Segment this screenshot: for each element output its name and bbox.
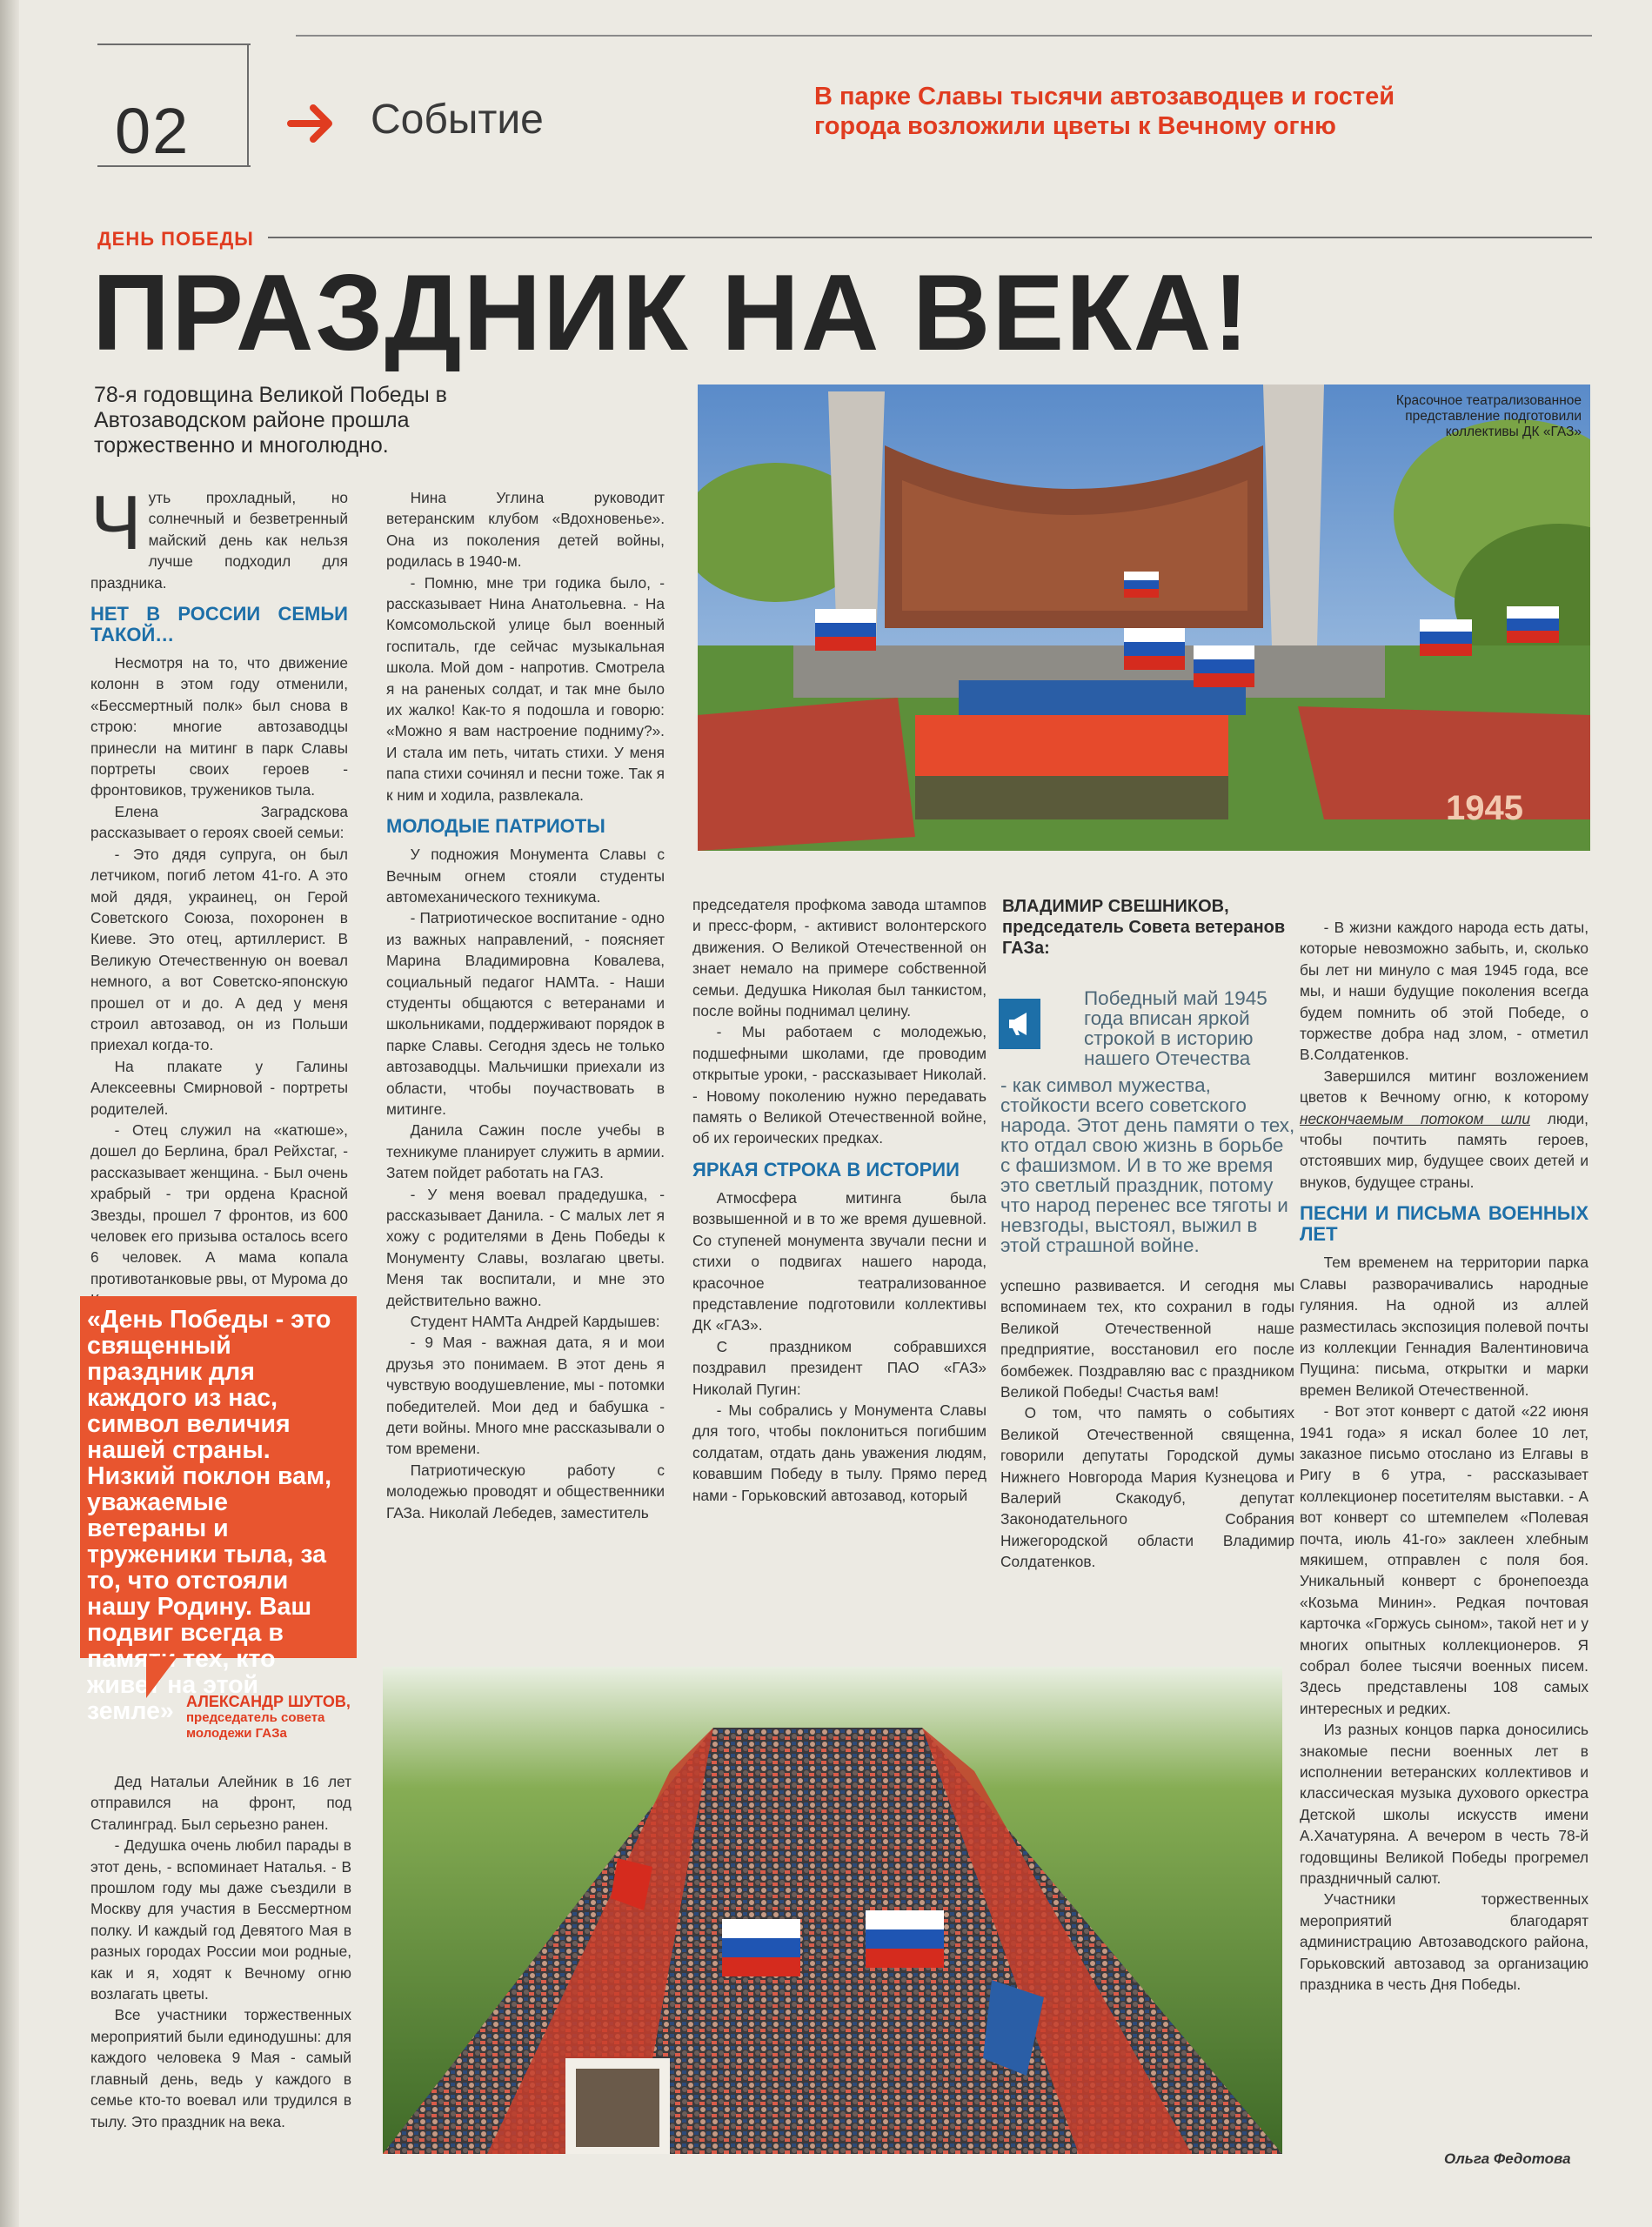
paragraph: На плакате у Галины Алексеевны Смирновой - портреты родителей. — [90, 1057, 348, 1118]
veteran-name: ВЛАДИМИР СВЕШНИКОВ, — [1002, 897, 1229, 916]
paragraph: С праздником собравшихся поздравил президент ПАО «ГАЗ» Николай Пугин: — [692, 1337, 987, 1398]
veteran-role: председатель Совета ветеранов ГАЗа: — [1002, 918, 1286, 958]
article-column-5 — [1300, 917, 1588, 1996]
pullquote-text: «День Победы - это священный праздник для каждого из нас, символ величия нашей страны. Низкий поклон вам, уважаемые ветераны и труженики тыла, за то, что отстояли нашу Родину. Ваш подвиг всегда в памяти тех, кто живет на этой земле» — [87, 1306, 331, 1725]
photo-caption: Красочное театрализованное представление подготовили коллективы ДК «ГАЗ» — [1395, 393, 1582, 439]
page-fold-shadow — [0, 0, 19, 2227]
paragraph: - Вот этот конверт с датой «22 июня 1941 года» я искал более 10 лет, заказное письмо отослано из Елгавы в Ригу в 6 утра, - рассказывает коллекционер посетителям выставки. - А вот конверт со штемпелем «Полевая почта, июль 41-го» заклеен хлебным мякишем, отправлен с поля боя. Уникальный конверт с бронепоезда «Козьма Минин». Редкая почтовая карточка «Горжусь сыном», такой нет и у многих опытных коллекционеров. Я собрал более тысячи военных писем. Здесь представлены 108 самых интересных и редких. — [1300, 1402, 1588, 1717]
paragraph: - У меня воевал прадедушка, - рассказывает Данила. - С малых лет я хожу с родителями в День Победы к Монументу Славы, возлагаю цветы. Меня так воспитали, и мне это действительно важно. — [386, 1185, 665, 1309]
article-column-2 — [386, 487, 665, 1523]
pullquote-tail — [146, 1656, 177, 1698]
paragraph: Из разных концов парка доносились знакомые песни военных лет в исполнении ветеранских коллективов и классическая музыка духового оркестра Детской школы искусств имени А.Хачатуряна. А вечером в честь 78-й годовщины Великой Победы прогремел праздничный салют. — [1300, 1721, 1588, 1888]
paragraph-flowers — [1300, 1066, 1588, 1193]
veteran-byline — [1002, 896, 1294, 959]
rubric: ДЕНЬ ПОБЕДЫ — [97, 228, 254, 250]
paragraph: О том, что память о событиях Великой Отечественной священна, говорили депутаты Городской думы Нижнего Новгорода Мария Кузнецова и Валерий Скакодуб, депутат Законодательного Собрания Нижегородской области Владимир Солдатенков. — [1000, 1404, 1294, 1571]
paragraph: Тем временем на территории парка Славы разворачивались народные гуляния. На одной из аллей разместилась экспозиция полевой почты из коллекции Геннадия Валентиновича Пущина: письма, открытки и марки времен Великой Отечественной. — [1300, 1254, 1588, 1399]
paragraph: Атмосфера митинга была возвышенной и в то же время душевной. Со ступеней монумента звучали песни и стихи о подвигах нашего народа, красочное театрализованное представление подготовили коллективы ДК «ГАЗ». — [692, 1188, 987, 1334]
crowd-illustration — [383, 1667, 1282, 2154]
paragraph: - Отец служил на «катюше», дошел до Берлина, брал Рейхстаг, - рассказывает женщина. - Был очень храбрый - три ордена Красной Звезды, прошел 7 фронтов, из 600 человек его призыва осталось всего 6 человек. А мама копала противотанковые рвы, от Мурома до — [90, 1120, 348, 1287]
megaphone-icon — [999, 999, 1040, 1049]
monument-performance-photo — [698, 385, 1590, 851]
paragraph: Участники торжественных мероприятий благодарят администрацию Автозаводского района, Горьковский автозавод за организацию праздника в честь Дня Победы. — [1300, 1890, 1588, 1994]
article-column-1-bottom — [90, 1771, 351, 2132]
pullquote-author-name: АЛЕКСАНДР ШУТОВ, — [186, 1693, 351, 1710]
paragraph: Нина Углина руководит ветеранским клубом «Вдохновенье». Она из поколения детей войны, родилась в 1940-м. — [386, 489, 665, 571]
subheading-patriots: МОЛОДЫЕ ПАТРИОТЫ — [386, 815, 605, 838]
header-divider — [247, 43, 249, 165]
intro-paragraph: уть прохладный, но солнечный и безветренный майский день как нельзя лучше подходил для праздника. — [90, 489, 348, 592]
dropcap: Ч — [90, 479, 142, 565]
subheading-letters: ПЕСНИ И ПИСЬМА ВОЕННЫХ ЛЕТ — [1300, 1202, 1588, 1246]
header-rule-top — [296, 35, 1592, 37]
subheading-history: ЯРКАЯ СТРОКА В ИСТОРИИ — [692, 1158, 960, 1180]
megaphone-glyph — [999, 999, 1040, 1049]
paragraph: - Мы работаем с молодежью, подшефными школами, где проводим открытые уроки, - рассказывает Николай. - Новому поколению нужно передавать память о Великой Отечественной войне, об их героических предках. — [692, 1023, 987, 1147]
paragraph: - Патриотическое воспитание - одно из важных направлений, - поясняет Марина Владимировна Ковалева, социальный педагог НАМТа. - Наши студенты общаются с ветеранами и школьниками, поддерживают порядок в парке Славы. Сегодня здесь не только автозаводцы. Мальчишки приехали из области, чтобы поучаствовать в митинге. — [386, 909, 665, 1118]
paragraph: Патриотическую работу с молодежью проводят и общественники ГАЗа. Николай Лебедев, заместитель — [386, 1461, 665, 1521]
paragraph: Данила Сажин после учебы в техникуме планирует служить в армии. Затем пойдет работать на ГАЗ. — [386, 1121, 665, 1182]
arrow-right-icon — [285, 97, 338, 150]
paragraph: - Это дядя супруга, он был летчиком, погиб летом 41-го. А это мой дядя, украинец, он Герой Советского Союза, похоронен в Киеве. Это отец, артиллерист. В Великую Отечественную он воевал немного, а вот Советско-японскую прошел от и до. А дед у меня строил автозавод, он из Польши приехал когда-то. — [90, 845, 348, 1054]
page-number: 02 — [115, 95, 191, 167]
headline: ПРАЗДНИК НА ВЕКА! — [92, 253, 1251, 373]
paragraph: - Помню, мне три годика было, - рассказывает Нина Анатольевна. - На Комсомольской улице был военный госпиталь, где сейчас музыкальная школа. Мой дом - напротив. Смотрела я на раненых солдат, и так мне было их жалко! Как-то я подошла и говорю: «Можно я вам настроение подниму?». И стала им петь, читать стихи. У меня папа стихи сочинял и песни тоже. Так я к ним и ходила, развлекала. — [386, 573, 665, 804]
header-rule-left — [97, 43, 251, 45]
text-run: Завершился митинг возложением цветов к Вечному огню, к которому — [1300, 1067, 1588, 1107]
lead-teaser: В парке Славы тысячи автозаводцев и гостей города возложили цветы к Вечному огню — [814, 83, 1395, 140]
paragraph: Несмотря на то, что движение колонн в этом году отменили, «Бессмертный полк» был снова в строю: многие автозаводцы принесли на митинг в парк Славы портреты своих героев - фронтовиков, тружеников тыла. — [90, 654, 348, 799]
rubric-rule — [268, 237, 1592, 238]
article-column-4 — [1000, 1275, 1294, 1573]
paragraph: Елена Заградскова рассказывает о героях своей семьи: — [90, 802, 348, 842]
veteran-quote-body: - как символ мужества, стойкости всего советского народа. Этот день памяти о тех, кто отдал свою жизнь в борьбе с фашизмом. И в то же время это светлый праздник, потому что народ перенес все тяготы и невзгоды, выстоял, выжил в этой страшной войне. — [1000, 1074, 1295, 1256]
subheading-family: НЕТ В РОССИИ СЕМЬИ ТАКОЙ… — [90, 603, 348, 646]
text-run: люди, чтобы почтить память героев, отстоявших мир, будущее своих детей и внуков, будущее страны. — [1300, 1109, 1588, 1191]
crowd-photo — [383, 1667, 1282, 2154]
article-column-3 — [692, 894, 987, 1506]
pullquote-author — [186, 1693, 360, 1742]
paragraph: Дед Натальи Алейник в 16 лет отправился на фронт, под Сталинград. Был серьезно ранен. — [90, 1773, 351, 1833]
paragraph: председателя профкома завода штампов и пресс-форм, - активист волонтерского движения. О Великой Отечественной он знает немало на примере собственной семьи. Дедушка Николая был танкистом, после войны поднимал целину. — [692, 896, 987, 1020]
paragraph: У подножия Монумента Славы с Вечным огнем стояли студенты автомеханического техникума. — [386, 846, 665, 906]
pullquote-author-role: председатель совета молодежи ГАЗа — [186, 1710, 325, 1741]
paragraph: успешно развивается. И сегодня мы вспоминаем тех, кто сохранил в годы Великой Отечественной наше предприятие, восстановил его после бомбежек. Поздравляю вас с праздником Великой Победы! Счастья вам! — [1000, 1277, 1294, 1401]
section-name: Событие — [371, 97, 544, 143]
paragraph: - Дедушка очень любил парады в этот день, - вспоминает Наталья. - В прошлом году мы даже съездили в Москву для участия в Бессмертном полку. И каждый год Девятого Мая в разных городах России мои родные, как и я, ходят к Вечному огню возлагать цветы. — [90, 1836, 351, 2003]
highlighted-phrase: нескончаемым потоком шли — [1300, 1109, 1531, 1127]
paragraph: Студент НАМТа Андрей Кардышев: — [410, 1313, 660, 1331]
paragraph: Все участники торжественных мероприятий были единодушны: для каждого человека 9 Мая - самый главный день, ведь у каждого в семье кто-то воевал или трудился в тылу. Это праздник на века. — [90, 2006, 351, 2130]
veteran-quote-lead: Победный май 1945 года вписан яркой строкой в историю нашего Отечества — [1084, 987, 1267, 1069]
author-signature: Ольга Федотова — [1444, 2150, 1571, 2167]
paragraph: - Мы собрались у Монумента Славы для того, чтобы поклониться погибшим солдатам, отдать дань уважения людям, ковавшим Победу в тылу. Прямо перед нами - Горьковский автозавод, который — [692, 1401, 987, 1504]
article-column-1 — [90, 479, 348, 1311]
photo-year-label: 1945 — [1446, 789, 1523, 827]
paragraph: - 9 Мая - важная дата, я и мои друзья это понимаем. В этот день я чувствую воодушевление, мы - потомки победителей. Мои дед и бабушка - дети войны. Много мне рассказывали о том времени. — [386, 1334, 665, 1458]
photo-illustration — [698, 385, 1590, 851]
paragraph: - В жизни каждого народа есть даты, которые невозможно забыть, и, сколько бы лет ни минуло с мая 1945 года, все мы, и наши будущие поколения всегда будем помнить об этой Победе, о торжестве добра над злом, - отметил В.Солдатенков. — [1300, 919, 1588, 1064]
subheadline: 78-я годовщина Великой Победы в Автозаводском районе прошла торжественно и многолюдно. — [94, 383, 447, 458]
